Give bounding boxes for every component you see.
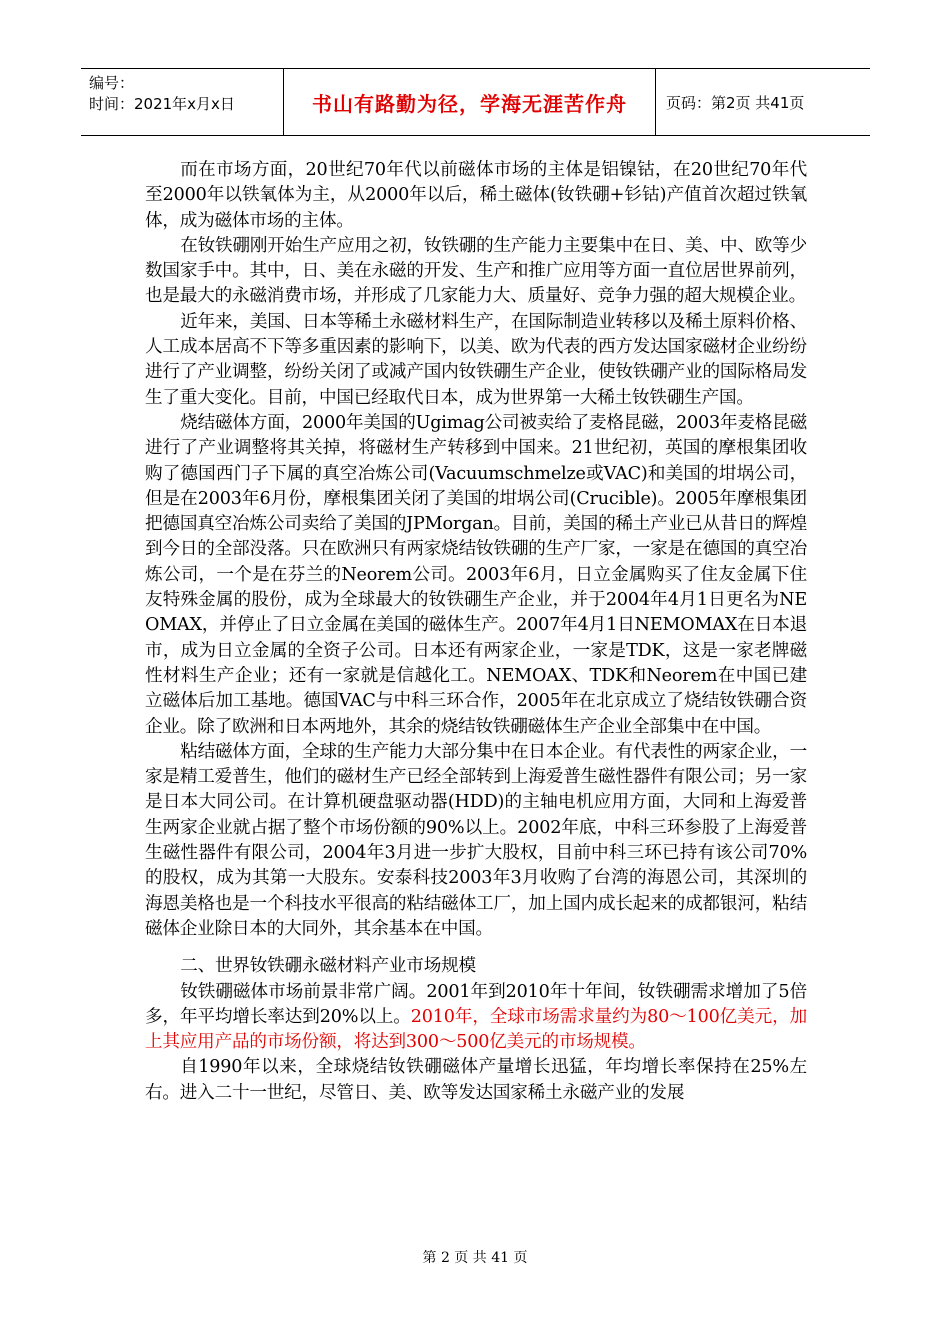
number-label: 编号： — [89, 74, 135, 92]
header-meta-cell — [81, 69, 283, 135]
market-highlight: 2010年，全球市场需求量约为80～100亿美元，加上其应用产品的市场份额，将达到300～500亿美元的市场规模。 — [145, 1006, 807, 1053]
header-page-cell — [656, 69, 870, 135]
document-body — [145, 158, 807, 1106]
paragraph-market-size — [145, 980, 807, 1056]
time-label: 时间：2021年x月x日 — [89, 95, 235, 113]
paragraph-market-history: 而在市场方面，20世纪70年代以前磁体市场的主体是铝镍钴，在20世纪70年代至2000年以铁氧体为主，从2000年以后，稀土磁体(钕铁硼+钐钴)产值首次超过铁氧体，成为磁体市场的主体。 — [145, 160, 807, 231]
motto-text: 书山有路勤为径，学海无涯苦作舟 — [312, 91, 627, 116]
paragraph-growth: 自1990年以来，全球烧结钕铁硼磁体产量增长迅猛，年均增长率保持在25%左右。进入二十一世纪，尽管日、美、欧等发达国家稀土永磁产业的发展 — [145, 1057, 807, 1103]
page-footer: 第 2 页 共 41 页 — [422, 1250, 528, 1266]
paragraph-early-production: 在钕铁硼刚开始生产应用之初，钕铁硼的生产能力主要集中在日、美、中、欧等少数国家手中。其中，日、美在永磁的开发、生产和推广应用等方面一直位居世界前列，也是最大的永磁消费市场，并形成了几家能力大、质量好、竞争力强的超大规模企业。 — [145, 235, 807, 307]
page-info: 页码：第2页 共41页 — [666, 93, 805, 112]
paragraph-bonded-magnets: 粘结磁体方面，全球的生产能力大部分集中在日本企业。有代表性的两家企业，一家是精工爱普生，他们的磁材生产已经全部转到上海爱普生磁性器件有限公司；另一家是日本大同公司。在计算机硬盘驱动器(HDD)的主轴电机应用方面，大同和上海爱普生两家企业就占据了整个市场份额的90%以上。2002年底，中科三环参股了上海爱普生磁性器件有限公司，2004年3月进一步扩大股权，目前中科三环已持有该公司70%的股权，成为其第一大股东。安泰科技2003年3月收购了台湾的海恩公司，其深圳的海恩美格也是一个科技水平很高的粘结磁体工厂，加上国内成长起来的成都银河，粘结磁体企业除日本的大同外，其余基本在中国。 — [145, 741, 807, 939]
section-heading: 二、世界钕铁硼永磁材料产业市场规模 — [180, 956, 476, 977]
paragraph-industry-shift: 近年来，美国、日本等稀土永磁材料生产，在国际制造业转移以及稀土原料价格、人工成本居高不下等多重因素的影响下，以美、欧为代表的西方发达国家磁材企业纷纷进行了产业调整，纷纷关闭了或减产国内钕铁硼生产企业，使钕铁硼产业的国际格局发生了重大变化。目前，中国已经取代日本，成为世界第一大稀土钕铁硼生产国。 — [145, 311, 807, 408]
header-table — [81, 68, 870, 136]
paragraph-sintered-magnets: 烧结磁体方面，2000年美国的Ugimag公司被卖给了麦格昆磁，2003年麦格昆磁进行了产业调整将其关掉，将磁材生产转移到中国来。21世纪初，英国的摩根集团收购了德国西门子下属的真空冶炼公司(Vacuumschmelze或VAC)和美国的坩埚公司，但是在2003年6月份，摩根集团关闭了美国的坩埚公司(Crucible)。2005年摩根集团把德国真空冶炼公司卖给了美国的JPMorgan。目前，美国的稀土产业已从昔日的辉煌到今日的全部没落。只在欧洲只有两家烧结钕铁硼的生产厂家，一家是在德国的真空冶炼公司，一个是在芬兰的Neorem公司。2003年6月，日立金属购买了住友金属下住友特殊金属的股份，成为全球最大的钕铁硼生产企业，并于2004年4月1日更名为NEOMAX，并停止了日立金属在美国的磁体生产。2007年4月1日NEMOMAX在日本退市，成为日立金属的全资子公司。日本还有两家企业，一家是TDK，这是一家老牌磁性材料生产企业；还有一家就是信越化工。NEMOAX、TDK和Neorem在中国已建立磁体后加工基地。德国VAC与中科三环合作，2005年在北京成立了烧结钕铁硼合资企业。除了欧洲和日本两地外，其余的烧结钕铁硼磁体生产企业全部集中在中国。 — [145, 412, 807, 737]
market-text: 钕铁硼磁体市场前景非常广阔。2001年到2010年十年间，钕铁硼需求增加了5倍多，年平均增长率达到20%以上。 — [145, 981, 807, 1027]
header-motto-cell — [283, 69, 656, 135]
